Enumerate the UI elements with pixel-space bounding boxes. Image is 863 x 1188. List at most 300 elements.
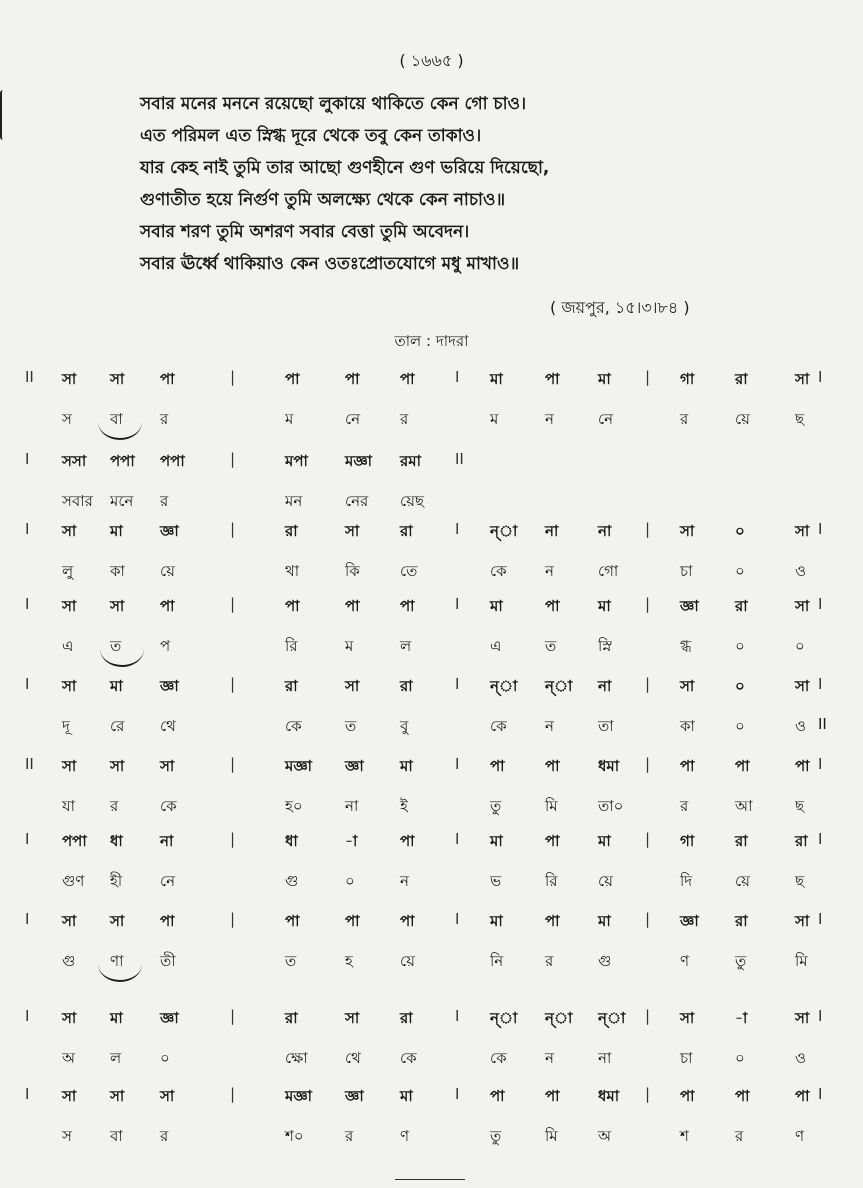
bar-line: I — [455, 910, 460, 928]
note: পা — [160, 912, 175, 930]
note: মজ্ঞা — [285, 757, 313, 775]
syllable: ও — [795, 562, 807, 580]
note: -া — [735, 1009, 748, 1027]
note: মা — [598, 912, 611, 930]
syllable: য়ে — [735, 410, 750, 428]
bar-line: | — [230, 368, 236, 386]
syllable: না — [598, 1049, 612, 1067]
syllable: র — [400, 410, 409, 428]
notation-row — [0, 755, 863, 785]
syllable: কা — [680, 717, 695, 735]
syllable: ছ — [795, 410, 805, 428]
syllable: ই — [400, 797, 408, 815]
note: পা — [795, 757, 810, 775]
note: পা — [400, 370, 415, 388]
syllable: ত — [285, 952, 297, 970]
note: সা — [62, 370, 77, 388]
syllable: লু — [62, 562, 74, 580]
bar-line: I — [25, 675, 30, 693]
note: সা — [680, 1009, 695, 1027]
lyric-line: সবার শরণ তুমি অশরণ সবার বেত্তা তুমি অবেদন। — [140, 222, 470, 242]
bar-line: | — [645, 675, 651, 693]
syllable: আ — [735, 797, 753, 815]
note: পা — [490, 1087, 505, 1105]
syllable: ণ — [795, 1127, 805, 1145]
syllable: চা — [680, 1049, 693, 1067]
syllable: শ০ — [285, 1127, 304, 1145]
syllable: কে — [285, 717, 302, 735]
note: পা — [545, 757, 560, 775]
note: রা — [795, 832, 808, 850]
syllable: স — [62, 1127, 72, 1145]
note: ধা — [110, 832, 123, 850]
syllable: ত — [545, 637, 557, 655]
syllable: য়ে — [400, 952, 415, 970]
syllable: য়েছ — [400, 492, 425, 510]
bar-line: | — [230, 1007, 236, 1025]
syllable: ০ — [735, 717, 745, 735]
note: পপা — [110, 452, 135, 470]
page-edge-mark — [395, 1179, 465, 1188]
note: ০ — [735, 522, 745, 540]
syllable: ০ — [735, 562, 745, 580]
syllable: ল — [110, 1049, 122, 1067]
syllable: য়ে — [160, 562, 175, 580]
bar-line: I — [818, 368, 823, 386]
bar-line: I — [25, 910, 30, 928]
bar-line: | — [230, 450, 236, 468]
syllable-row — [0, 560, 863, 590]
note: ন্‌া — [490, 522, 518, 540]
note: পা — [160, 370, 175, 388]
syllable: ণ — [400, 1127, 410, 1145]
note: না — [598, 522, 612, 540]
syllable: না — [345, 797, 359, 815]
bar-line: | — [230, 675, 236, 693]
notation-row — [0, 910, 863, 940]
note: রা — [285, 1009, 298, 1027]
note: রা — [735, 597, 748, 615]
syllable: তু — [490, 1127, 502, 1145]
syllable: অ — [62, 1049, 75, 1067]
note: রা — [735, 912, 748, 930]
bar-line: | — [645, 910, 651, 928]
syllable: য়ে — [598, 872, 613, 890]
syllable: ন — [545, 410, 554, 428]
syllable: মন — [285, 492, 303, 510]
note: পা — [545, 370, 560, 388]
note: মা — [110, 677, 123, 695]
bar-line: I — [818, 1085, 823, 1103]
syllable: দি — [680, 872, 693, 890]
syllable: বা — [110, 410, 123, 428]
syllable: কে — [160, 797, 177, 815]
note: পা — [735, 757, 750, 775]
note: রা — [400, 1009, 413, 1027]
note: গা — [680, 832, 695, 850]
note: পা — [545, 912, 560, 930]
bar-line: I — [25, 830, 30, 848]
lyric-line: গুণাতীত হয়ে নির্গুণ তুমি অলক্ষ্যে থেকে কেন নাচাও॥ — [140, 190, 506, 210]
note: সা — [795, 1009, 810, 1027]
bar-line: II — [455, 450, 464, 468]
note: ধমা — [598, 1087, 620, 1105]
syllable: ও — [795, 1049, 807, 1067]
bar-line: | — [230, 520, 236, 538]
note: জ্ঞা — [680, 912, 699, 930]
note: ধা — [285, 832, 298, 850]
note: রা — [400, 677, 413, 695]
syllable: দূ — [62, 717, 70, 735]
syllable: র — [160, 1127, 169, 1145]
note: সা — [110, 1087, 125, 1105]
bar-line: II — [818, 715, 827, 733]
note: জ্ঞা — [160, 522, 179, 540]
syllable: গু — [62, 952, 76, 970]
note: পা — [400, 597, 415, 615]
syllable: থে — [345, 1049, 361, 1067]
bar-line: I — [455, 520, 460, 538]
syllable: র — [680, 797, 689, 815]
syllable-row — [0, 490, 863, 520]
bar-line: I — [455, 1007, 460, 1025]
syllable: সবার — [62, 492, 93, 510]
note: মা — [490, 912, 503, 930]
note: জ্ঞা — [345, 757, 364, 775]
bar-line: II — [25, 755, 34, 773]
syllable: তে — [400, 562, 418, 580]
bar-line: | — [230, 830, 236, 848]
note: সা — [160, 1087, 175, 1105]
note: মা — [400, 1087, 413, 1105]
syllable: ও — [795, 717, 807, 735]
bar-line: I — [818, 520, 823, 538]
note: মা — [598, 832, 611, 850]
song-lyrics — [140, 88, 840, 280]
bar-line: I — [818, 755, 823, 773]
syllable-row — [0, 715, 863, 745]
note: সা — [795, 912, 810, 930]
syllable: তা — [598, 717, 614, 735]
syllable: গো — [598, 562, 619, 580]
syllable: মনে — [110, 492, 134, 510]
bar-line: I — [25, 520, 30, 538]
syllable-row — [0, 795, 863, 825]
bar-line: | — [645, 595, 651, 613]
note: সা — [795, 522, 810, 540]
note: পা — [345, 912, 360, 930]
note: পপা — [62, 832, 87, 850]
notation-row — [0, 1007, 863, 1037]
bar-line: II — [25, 368, 34, 386]
bar-line: I — [818, 910, 823, 928]
syllable: মি — [545, 797, 558, 815]
bar-line: I — [25, 1007, 30, 1025]
note: সা — [62, 522, 77, 540]
note: পা — [345, 597, 360, 615]
syllable: ম — [490, 410, 499, 428]
note: পা — [735, 1087, 750, 1105]
note: রা — [285, 522, 298, 540]
syllable: কে — [490, 717, 507, 735]
syllable: কে — [400, 1049, 417, 1067]
bar-line: I — [455, 368, 460, 386]
syllable: গু — [598, 952, 612, 970]
note: ন্‌া — [598, 1009, 626, 1027]
notation-row — [0, 830, 863, 860]
notation-row — [0, 450, 863, 480]
note: গা — [680, 370, 695, 388]
lyric-line: এত পরিমল এত স্নিগ্ধ দূরে থেকে তবু কেন তাকাও। — [140, 126, 482, 146]
note: পা — [490, 757, 505, 775]
note: মা — [400, 757, 413, 775]
note: সা — [62, 597, 77, 615]
bar-line: I — [455, 595, 460, 613]
note: পা — [400, 912, 415, 930]
syllable: প — [160, 637, 171, 655]
note: পা — [400, 832, 415, 850]
note: সা — [680, 522, 695, 540]
note: মা — [598, 597, 611, 615]
bar-line: | — [645, 755, 651, 773]
syllable: মি — [545, 1127, 558, 1145]
notation-row — [0, 595, 863, 625]
note: ন্‌া — [545, 677, 573, 695]
syllable: র — [680, 410, 689, 428]
syllable: চা — [680, 562, 693, 580]
note: সা — [345, 522, 360, 540]
syllable: ম — [285, 410, 294, 428]
syllable: হ০ — [285, 797, 303, 815]
note: জ্ঞা — [160, 1009, 179, 1027]
note: পপা — [160, 452, 185, 470]
note: মা — [110, 1009, 123, 1027]
note: মা — [110, 522, 123, 540]
syllable: ০ — [345, 872, 355, 890]
note: না — [160, 832, 174, 850]
syllable: ন — [400, 872, 409, 890]
note: জ্ঞা — [680, 597, 699, 615]
bar-line: I — [25, 1085, 30, 1103]
bar-line: | — [645, 1085, 651, 1103]
syllable: তু — [735, 952, 747, 970]
bar-line: I — [818, 675, 823, 693]
syllable: স — [62, 410, 72, 428]
bar-line: I — [25, 450, 30, 468]
syllable: ভ — [490, 872, 502, 890]
note: পা — [285, 912, 300, 930]
syllable: ০ — [735, 1049, 745, 1067]
note: ০ — [735, 677, 745, 695]
syllable: ন — [545, 562, 554, 580]
bar-line: I — [455, 1085, 460, 1103]
note: সা — [110, 757, 125, 775]
syllable: ণা — [110, 952, 124, 970]
note: মা — [598, 370, 611, 388]
note: পা — [285, 597, 300, 615]
syllable: ০ — [160, 1049, 170, 1067]
syllable: য়ে — [735, 872, 750, 890]
syllable: রি — [545, 872, 558, 890]
syllable: স্নি — [598, 637, 612, 655]
note: মজ্ঞা — [345, 452, 373, 470]
syllable: ছ — [795, 797, 805, 815]
note: সসা — [62, 452, 87, 470]
note: না — [598, 677, 612, 695]
syllable: র — [345, 1127, 354, 1145]
syllable: র — [160, 410, 169, 428]
note: রা — [735, 832, 748, 850]
syllable: হ — [345, 952, 353, 970]
syllable: এ — [490, 637, 502, 655]
syllable: নের — [345, 492, 369, 510]
bar-line: I — [25, 595, 30, 613]
note: রমা — [400, 452, 421, 470]
note: পা — [545, 1087, 560, 1105]
syllable: ক্ষো — [285, 1049, 308, 1067]
lyric-line: যার কেহ নাই তুমি তার আছো গুণহীনে গুণ ভরিয়ে দিয়েছো, — [140, 158, 550, 178]
bar-line: I — [455, 755, 460, 773]
syllable: ০ — [795, 637, 805, 655]
note: সা — [680, 677, 695, 695]
syllable: গুণ — [62, 872, 85, 890]
note: পা — [545, 597, 560, 615]
syllable: ০ — [735, 637, 745, 655]
syllable: নে — [598, 410, 614, 428]
syllable: কে — [490, 562, 507, 580]
bar-line: | — [645, 1007, 651, 1025]
note: সা — [110, 912, 125, 930]
notation-row — [0, 368, 863, 398]
syllable: হী — [110, 872, 123, 890]
syllable: র — [160, 492, 169, 510]
bar-line: I — [455, 675, 460, 693]
note: সা — [62, 757, 77, 775]
note: সা — [795, 597, 810, 615]
bar-line: | — [230, 595, 236, 613]
note: সা — [795, 677, 810, 695]
syllable: বু — [400, 717, 409, 735]
syllable: থে — [160, 717, 176, 735]
note: সা — [62, 912, 77, 930]
syllable: কি — [345, 562, 360, 580]
syllable: ম — [345, 637, 354, 655]
syllable: তা০ — [598, 797, 624, 815]
note: সা — [110, 370, 125, 388]
syllable: বা — [110, 1127, 123, 1145]
syllable: ল — [400, 637, 412, 655]
bar-line: I — [455, 830, 460, 848]
taal-heading: তাল : দাদরা — [394, 332, 469, 350]
syllable: ছ — [795, 872, 805, 890]
note: মা — [490, 597, 503, 615]
syllable: এ — [62, 637, 74, 655]
bar-line: | — [645, 830, 651, 848]
syllable: শ — [680, 1127, 689, 1145]
bar-line: | — [645, 368, 651, 386]
note: পা — [795, 1087, 810, 1105]
note: ন্‌া — [490, 1009, 518, 1027]
notation-row — [0, 1085, 863, 1115]
syllable: ন — [545, 1049, 554, 1067]
bar-line: I — [818, 595, 823, 613]
syllable: গ্ধ — [680, 637, 692, 655]
syllable: নি — [490, 952, 504, 970]
syllable: তু — [490, 797, 502, 815]
note: জ্ঞা — [345, 1087, 364, 1105]
note: ন্‌া — [545, 1009, 573, 1027]
syllable: ত — [345, 717, 357, 735]
note: সা — [795, 370, 810, 388]
syllable: কে — [490, 1049, 507, 1067]
syllable: গু — [285, 872, 299, 890]
note: -া — [345, 832, 358, 850]
syllable: কা — [110, 562, 125, 580]
note: সা — [160, 757, 175, 775]
syllable: থা — [285, 562, 300, 580]
note: ন্‌া — [490, 677, 518, 695]
note: সা — [345, 1009, 360, 1027]
note: পা — [545, 832, 560, 850]
syllable: নে — [160, 872, 176, 890]
syllable-row — [0, 1125, 863, 1155]
syllable: র — [110, 797, 119, 815]
note: পা — [680, 1087, 695, 1105]
margin-mark — [0, 90, 6, 140]
notation-row — [0, 675, 863, 705]
bar-line: | — [230, 910, 236, 928]
bar-line: | — [230, 755, 236, 773]
syllable-row — [0, 1047, 863, 1077]
syllable: রে — [110, 717, 125, 735]
syllable: মি — [795, 952, 808, 970]
syllable: রি — [285, 637, 298, 655]
lyric-line: সবার মনের মননে রয়েছো লুকায়ে থাকিতে কেন গো চাও। — [140, 94, 527, 114]
syllable: ত — [110, 637, 122, 655]
bar-line: | — [645, 520, 651, 538]
note: রা — [285, 677, 298, 695]
bar-line: | — [230, 1085, 236, 1103]
syllable-row — [0, 870, 863, 900]
bar-line: I — [818, 1007, 823, 1025]
syllable: ন — [545, 717, 554, 735]
bar-line: I — [818, 830, 823, 848]
note: রা — [735, 370, 748, 388]
syllable: তী — [160, 952, 176, 970]
page-number: ( ১৬৬৫ ) — [399, 51, 464, 70]
note: মজ্ঞা — [285, 1087, 313, 1105]
note: জ্ঞা — [160, 677, 179, 695]
syllable: অ — [598, 1127, 611, 1145]
syllable: ণ — [680, 952, 690, 970]
lyric-line: সবার ঊর্ধ্বে থাকিয়াও কেন ওতঃপ্রোতযোগে মধু মাখাও॥ — [140, 254, 520, 274]
syllable: র — [735, 1127, 744, 1145]
note: ধমা — [598, 757, 620, 775]
note: সা — [62, 1009, 77, 1027]
note: মা — [490, 370, 503, 388]
note: রা — [400, 522, 413, 540]
syllable: যা — [62, 797, 75, 815]
notation-row — [0, 520, 863, 550]
note: সা — [62, 1087, 77, 1105]
note: পা — [345, 370, 360, 388]
source-note: ( জয়পুর, ১৫।৩।৮৪ ) — [550, 298, 690, 317]
note: না — [545, 522, 559, 540]
note: মপা — [285, 452, 308, 470]
note: মা — [490, 832, 503, 850]
note: পা — [160, 597, 175, 615]
note: সা — [110, 597, 125, 615]
